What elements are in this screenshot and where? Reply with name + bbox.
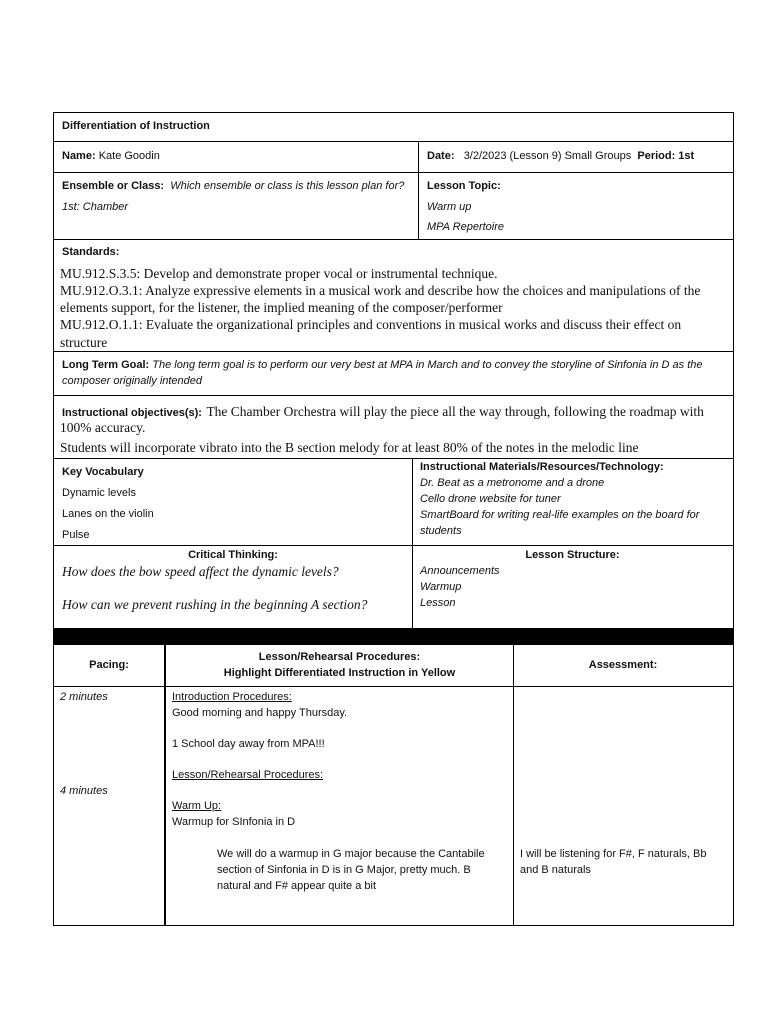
vocabulary-label: Key Vocabulary bbox=[62, 466, 144, 478]
objectives-field bbox=[62, 403, 704, 421]
pacing-time: 4 minutes bbox=[60, 785, 108, 797]
long-term-goal-text: composer originally intended bbox=[62, 375, 203, 387]
critical-question: How can we prevent rushing in the beginning A section? bbox=[62, 597, 368, 612]
name-label: Name: bbox=[62, 150, 96, 162]
critical-question: How does the bow speed affect the dynamic levels? bbox=[62, 564, 339, 579]
material-item: Dr. Beat as a metronome and a drone bbox=[420, 477, 605, 489]
objective-line: The Chamber Orchestra will play the piece all the way through, following the roadmap with bbox=[206, 404, 704, 419]
standard-line: elements support, for the listener, the implied meaning of the composer/performer bbox=[60, 300, 503, 315]
long-term-goal-label: Long Term Goal: bbox=[62, 359, 150, 371]
lesson-structure-item: Lesson bbox=[420, 597, 456, 609]
assessment-text: I will be listening for F#, F naturals, Bb bbox=[520, 848, 707, 860]
topic-item: Warm up bbox=[427, 201, 472, 213]
standard-line: MU.912.O.1.1: Evaluate the organizational principles and conventions in musical works and discuss their effect on bbox=[60, 317, 682, 332]
section-divider bbox=[54, 629, 733, 645]
intro-line: 1 School day away from MPA!!! bbox=[172, 738, 325, 750]
intro-heading: Introduction Procedures: bbox=[172, 691, 292, 703]
materials-label: Instructional Materials/Resources/Technology: bbox=[420, 461, 664, 473]
material-item: Cello drone website for tuner bbox=[420, 493, 561, 505]
warmup-detail: We will do a warmup in G major because the Cantabile bbox=[217, 848, 485, 860]
long-term-goal-text: The long term goal is to perform our very best at MPA in March and to convey the storyline of Sinfonia in D as the bbox=[152, 359, 703, 371]
objective-line: 100% accuracy. bbox=[60, 420, 146, 435]
warmup-detail: natural and F# appear quite a bit bbox=[217, 880, 377, 892]
standard-line: structure bbox=[60, 335, 108, 350]
form-header-row bbox=[54, 113, 733, 142]
name-date-row bbox=[54, 142, 733, 173]
vocabulary-item: Dynamic levels bbox=[62, 487, 136, 499]
period-label: Period: 1st bbox=[637, 150, 695, 162]
standard-line: MU.912.S.3.5: Develop and demonstrate proper vocal or instrumental technique. bbox=[60, 266, 498, 281]
ensemble-value: 1st: Chamber bbox=[62, 201, 129, 213]
assessment-header: Assessment: bbox=[588, 659, 658, 671]
pacing-time: 2 minutes bbox=[60, 691, 108, 703]
procedures-header: Lesson/Rehearsal Procedures: bbox=[258, 651, 421, 663]
vocabulary-item: Lanes on the violin bbox=[62, 508, 154, 520]
form-title: Differentiation of Instruction bbox=[62, 120, 210, 132]
standards-label: Standards: bbox=[62, 246, 120, 258]
lesson-structure-label: Lesson Structure: bbox=[525, 549, 620, 561]
warmup-heading: Warm Up: bbox=[172, 800, 222, 812]
warmup-detail: section of Sinfonia in D is in G Major, pretty much. B bbox=[217, 864, 471, 876]
standard-line: MU.912.O.3.1: Analyze expressive elements in a musical work and describe how the choices and manipulations of the bbox=[60, 283, 701, 298]
critical-structure-row bbox=[54, 546, 733, 629]
ensemble-prompt: Which ensemble or class is this lesson plan for? bbox=[170, 180, 405, 192]
objective-line: Students will incorporate vibrato into the B section melody for at least 80% of the notes in the melodic line bbox=[60, 440, 639, 455]
material-item: students bbox=[420, 525, 462, 537]
rehearsal-heading: Lesson/Rehearsal Procedures: bbox=[172, 769, 324, 781]
ensemble-field bbox=[62, 180, 404, 192]
lesson-plan-form bbox=[53, 112, 734, 926]
assessment-text: and B naturals bbox=[520, 864, 591, 876]
objectives-row bbox=[54, 396, 733, 459]
long-term-goal bbox=[62, 359, 703, 371]
lesson-structure-item: Announcements bbox=[420, 565, 500, 577]
warmup-line: Warmup for SInfonia in D bbox=[172, 816, 296, 828]
date-field bbox=[427, 150, 694, 162]
objectives-label: Instructional objectives(s): bbox=[62, 407, 202, 419]
procedures-header-row bbox=[54, 645, 733, 687]
date-value: 3/2/2023 (Lesson 9) Small Groups bbox=[463, 150, 632, 162]
procedures-body-row bbox=[54, 687, 733, 925]
vocabulary-materials-row bbox=[54, 459, 733, 546]
ensemble-topic-row bbox=[54, 173, 733, 240]
pacing-header: Pacing: bbox=[89, 659, 129, 671]
critical-thinking-label: Critical Thinking: bbox=[188, 549, 278, 561]
topic-item: MPA Repertoire bbox=[427, 221, 505, 233]
ensemble-label: Ensemble or Class: bbox=[62, 180, 165, 192]
name-field bbox=[62, 150, 160, 162]
long-term-goal-row bbox=[54, 352, 733, 396]
name-value: Kate Goodin bbox=[98, 150, 160, 162]
vocabulary-item: Pulse bbox=[62, 529, 90, 541]
material-item: SmartBoard for writing real-life examples on the board for bbox=[420, 509, 700, 521]
date-label: Date: bbox=[427, 150, 455, 162]
standards-row bbox=[54, 240, 733, 352]
lesson-structure-item: Warmup bbox=[420, 581, 462, 593]
intro-line: Good morning and happy Thursday. bbox=[172, 707, 348, 719]
procedures-header-note: Highlight Differentiated Instruction in Yellow bbox=[223, 667, 456, 679]
topic-label: Lesson Topic: bbox=[427, 180, 501, 192]
